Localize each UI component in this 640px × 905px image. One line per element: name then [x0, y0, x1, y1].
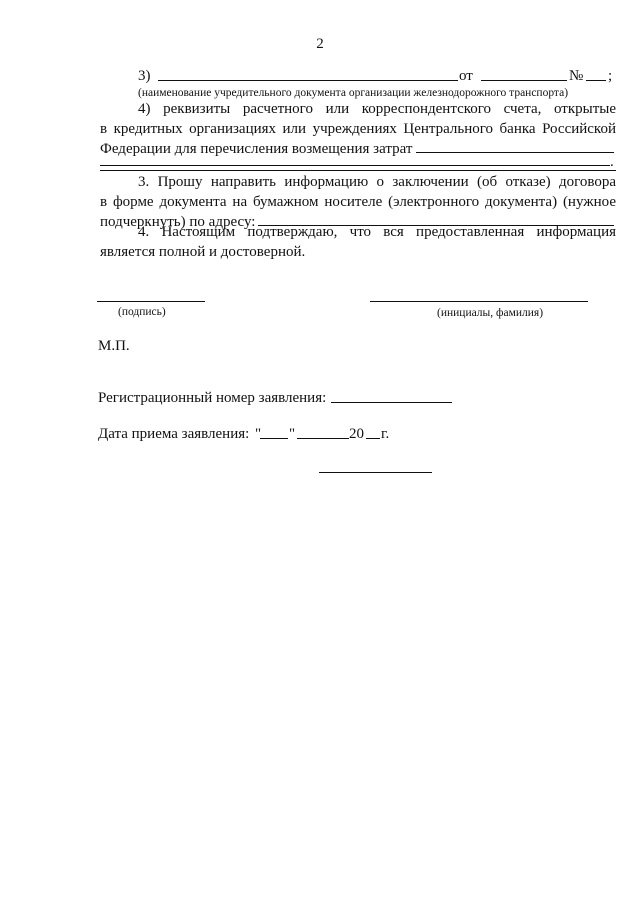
item4-account-blank-2	[100, 165, 610, 166]
date-year-suffix: г.	[381, 426, 390, 442]
bottom-separator	[319, 472, 432, 473]
page-number: 2	[316, 36, 324, 52]
item4-end: .	[610, 154, 614, 170]
stamp-label: М.П.	[98, 338, 130, 354]
date-quote-close: "	[289, 426, 296, 442]
p3-line-2: в форме документа на бумажном носителе (электронного документа) (нужное	[100, 194, 616, 210]
item4-line-1: 4) реквизиты расчетного или корреспондентского счета, открытые	[138, 101, 616, 117]
signature-blank	[97, 301, 205, 302]
date-month-blank	[297, 438, 349, 439]
item3-number-sign: №	[569, 68, 584, 84]
date-quote-open: "	[255, 426, 262, 442]
name-blank	[370, 301, 588, 302]
item3-end: ;	[608, 68, 613, 84]
p3-line-1: 3. Прошу направить информацию о заключении (об отказе) договора	[138, 174, 616, 190]
date-label: Дата приема заявления:	[98, 426, 250, 442]
item3-number: 3)	[138, 68, 151, 84]
p4-line-1: 4. Настоящим подтверждаю, что вся предоставленная информация	[138, 224, 616, 240]
reg-number-blank	[331, 402, 452, 403]
date-year-blank	[366, 438, 380, 439]
section-divider	[100, 170, 616, 171]
item4-line-2: в кредитных организациях или учреждениях Центрального банка Российской	[100, 121, 616, 137]
item3-number-blank	[586, 80, 606, 81]
item4-account-blank-1	[416, 152, 614, 153]
reg-number-label: Регистрационный номер заявления:	[98, 390, 327, 406]
p3-line-3: подчеркнуть) по адресу:	[100, 214, 256, 230]
item3-caption: (наименование учредительного документа организации железнодорожного транспорта)	[138, 87, 569, 99]
item4-line-3: Федерации для перечисления возмещения затрат	[100, 141, 413, 157]
item3-date-blank	[481, 80, 567, 81]
date-day-blank	[260, 438, 288, 439]
signature-caption: (подпись)	[118, 306, 166, 318]
item3-from-label: от	[459, 68, 473, 84]
date-year-prefix: 20	[349, 426, 364, 442]
name-caption: (инициалы, фамилия)	[437, 307, 544, 319]
item3-document-name-blank	[158, 80, 458, 81]
p4-line-2: является полной и достоверной.	[100, 244, 306, 260]
